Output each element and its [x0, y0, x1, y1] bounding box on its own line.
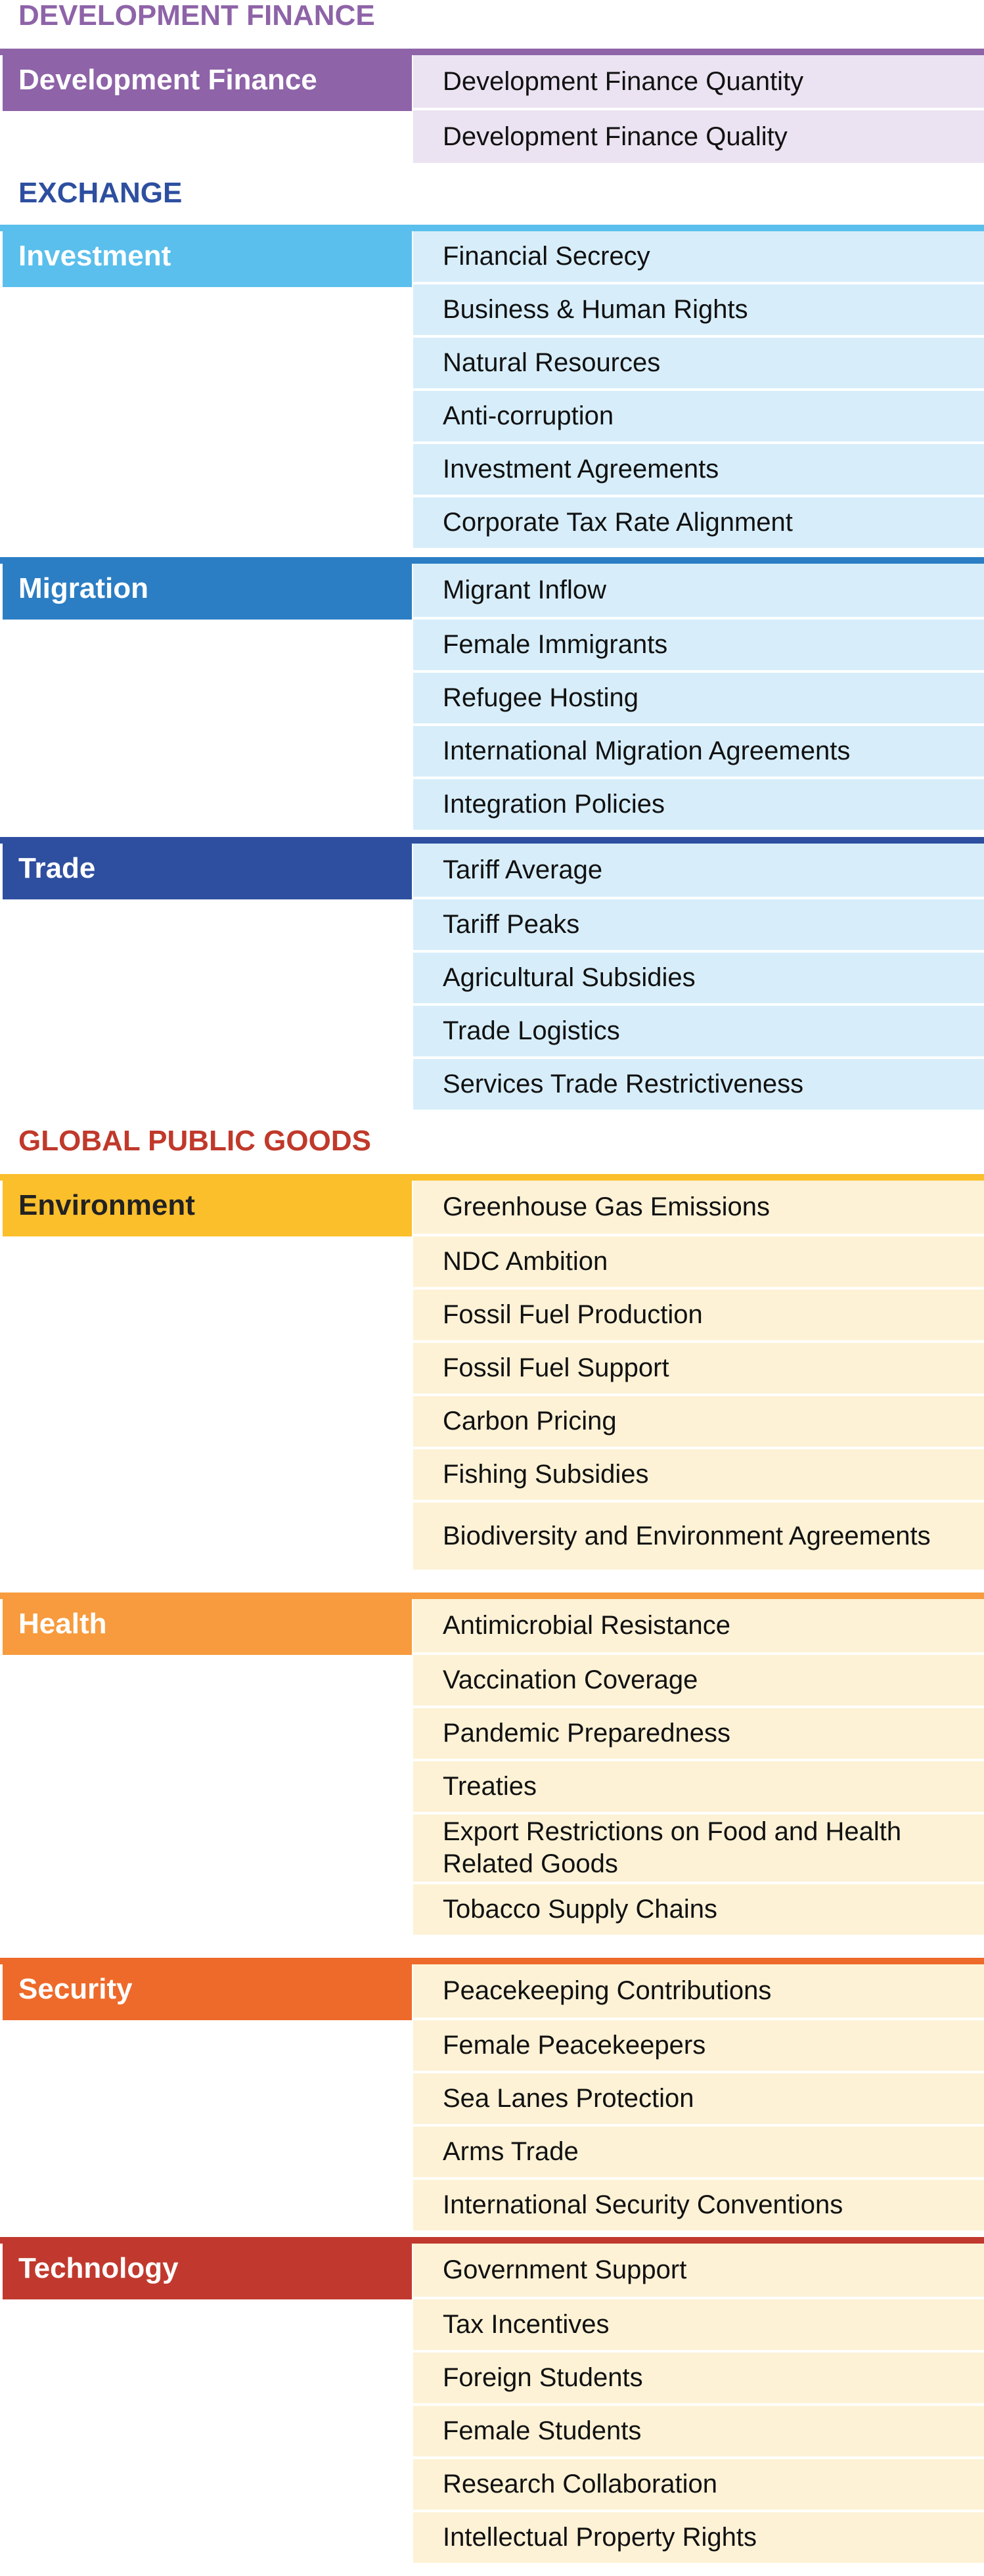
indicator-peacekeeping-contributions: Peacekeeping Contributions	[413, 1964, 984, 2018]
indicator-agricultural-subsidies: Agricultural Subsidies	[413, 953, 984, 1003]
indicator-fossil-fuel-production: Fossil Fuel Production	[413, 1290, 984, 1340]
indicator-financial-secrecy: Financial Secrecy	[413, 231, 984, 282]
section-title-development-finance: DEVELOPMENT FINANCE	[18, 0, 375, 32]
indicator-tariff-peaks: Tariff Peaks	[413, 899, 984, 950]
indicator-fishing-subsidies: Fishing Subsidies	[413, 1449, 984, 1500]
indicator-integration-policies: Integration Policies	[413, 779, 984, 830]
indicator-government-support: Government Support	[413, 2244, 984, 2297]
category-block-health	[0, 1593, 984, 1958]
indicator-anti-corruption: Anti-corruption	[413, 391, 984, 441]
indicator-foreign-students: Foreign Students	[413, 2353, 984, 2403]
indicator-research-collaboration: Research Collaboration	[413, 2459, 984, 2510]
indicator-treaties: Treaties	[413, 1761, 984, 1812]
indicator-antimicrobial-resistance: Antimicrobial Resistance	[413, 1599, 984, 1652]
indicator-migrant-inflow: Migrant Inflow	[413, 564, 984, 617]
category-block-technology	[0, 2237, 984, 2576]
indicator-development-finance-quality: Development Finance Quality	[413, 110, 984, 163]
indicator-investment-agreements: Investment Agreements	[413, 444, 984, 495]
category-block-environment	[0, 1174, 984, 1593]
indicator-female-peacekeepers: Female Peacekeepers	[413, 2020, 984, 2071]
category-label-migration: Migration	[3, 557, 412, 620]
indicator-greenhouse-gas-emissions: Greenhouse Gas Emissions	[413, 1181, 984, 1234]
indicator-tobacco-supply-chains: Tobacco Supply Chains	[413, 1884, 984, 1935]
indicator-female-students: Female Students	[413, 2406, 984, 2456]
indicator-business-and-human-rights: Business & Human Rights	[413, 284, 984, 335]
indicator-refugee-hosting: Refugee Hosting	[413, 673, 984, 723]
indicator-pandemic-preparedness: Pandemic Preparedness	[413, 1708, 984, 1759]
indicator-services-trade-restrictiveness: Services Trade Restrictiveness	[413, 1059, 984, 1110]
indicator-arms-trade: Arms Trade	[413, 2127, 984, 2177]
indicator-corporate-tax-rate-alignment: Corporate Tax Rate Alignment	[413, 497, 984, 548]
category-label-environment: Environment	[3, 1174, 412, 1236]
indicator-carbon-pricing: Carbon Pricing	[413, 1396, 984, 1447]
category-block-investment	[0, 225, 984, 557]
section-title-global-public-goods: GLOBAL PUBLIC GOODS	[18, 1125, 371, 1157]
category-label-health: Health	[3, 1593, 412, 1655]
category-label-trade: Trade	[3, 837, 412, 899]
category-block-migration	[0, 557, 984, 837]
category-label-investment: Investment	[3, 225, 412, 287]
indicator-trade-logistics: Trade Logistics	[413, 1006, 984, 1056]
indicator-biodiversity-and-environment-agreements: Biodiversity and Environment Agreements	[413, 1503, 984, 1570]
indicator-international-security-conventions: International Security Conventions	[413, 2180, 984, 2230]
indicator-ndc-ambition: NDC Ambition	[413, 1236, 984, 1287]
category-label-technology: Technology	[3, 2237, 412, 2299]
indicator-tariff-average: Tariff Average	[413, 844, 984, 897]
indicator-vaccination-coverage: Vaccination Coverage	[413, 1655, 984, 1706]
category-block-security	[0, 1958, 984, 2237]
indicator-intellectual-property-rights: Intellectual Property Rights	[413, 2512, 984, 2563]
indicator-tax-incentives: Tax Incentives	[413, 2299, 984, 2350]
indicator-international-migration-agreements: International Migration Agreements	[413, 726, 984, 777]
indicator-export-restrictions-on-food-and-health-related-goods: Export Restrictions on Food and Health Related Goods	[413, 1815, 984, 1882]
section-title-exchange: EXCHANGE	[18, 177, 183, 209]
category-label-security: Security	[3, 1958, 412, 2020]
category-block-development-finance	[0, 49, 984, 169]
indicator-natural-resources: Natural Resources	[413, 338, 984, 388]
category-label-development-finance: Development Finance	[3, 49, 412, 111]
indicator-development-finance-quantity: Development Finance Quantity	[413, 55, 984, 108]
indicator-female-immigrants: Female Immigrants	[413, 620, 984, 670]
indicator-fossil-fuel-support: Fossil Fuel Support	[413, 1343, 984, 1393]
category-block-trade	[0, 837, 984, 1117]
indicator-sea-lanes-protection: Sea Lanes Protection	[413, 2073, 984, 2124]
